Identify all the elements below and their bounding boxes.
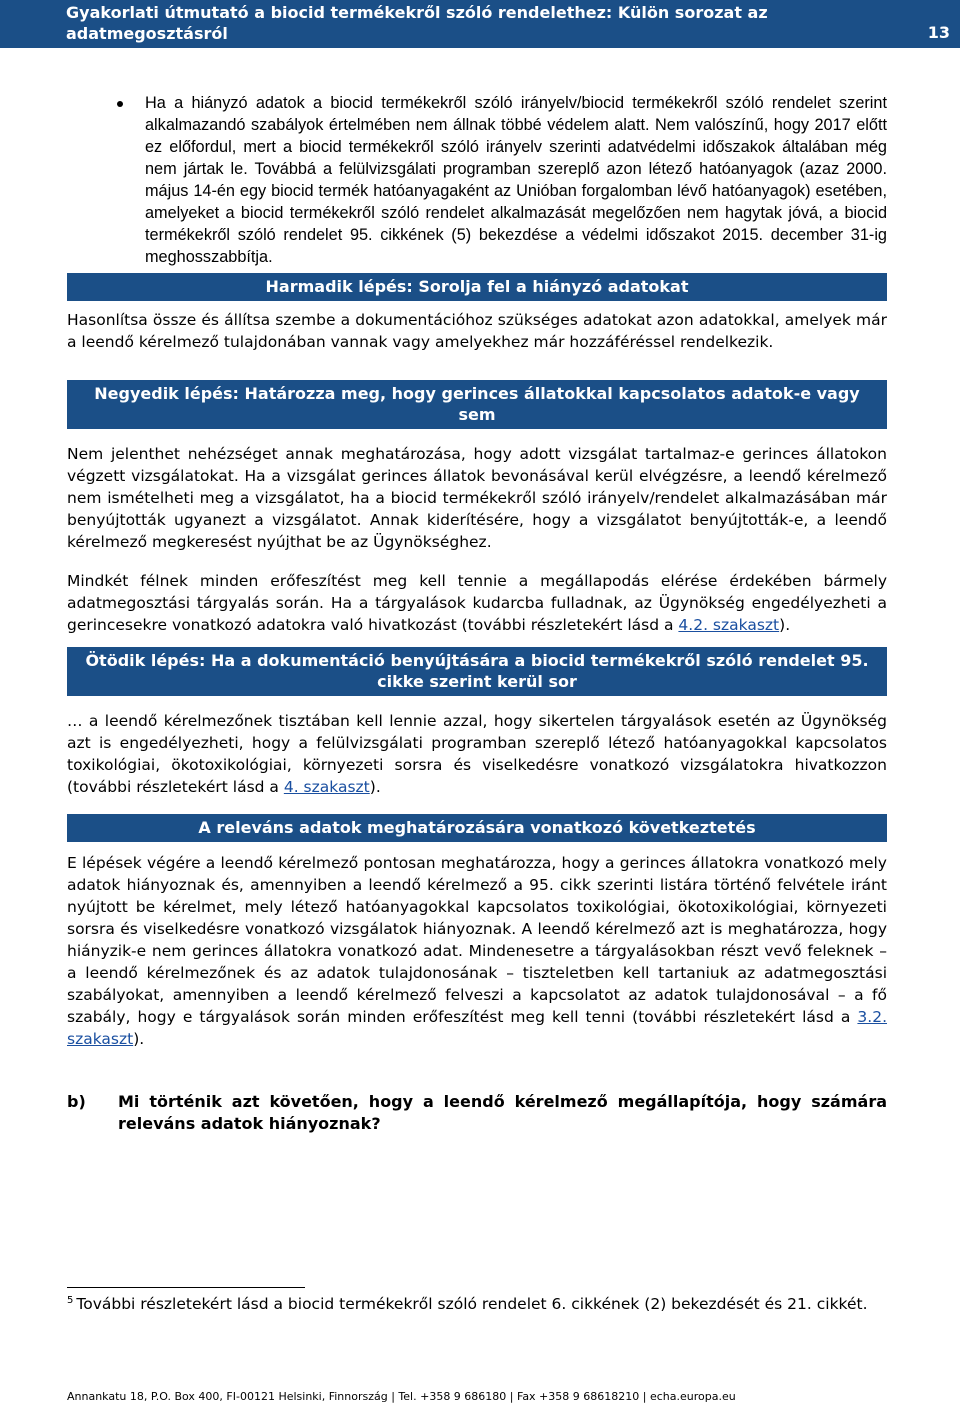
page-number: 13 bbox=[927, 23, 950, 42]
step4-paragraph-2: Mindkét félnek minden erőfeszítést meg kell tennie a megállapodás elérése érdekében bármely adatmegosztási tárgyalás során. Ha a tárgyalások kudarcba fulladnak, az Ügynökség engedélyezheti a gerincesekre vonatkozó adatokra való hivatkozást (további részletekért lásd a 4.2. szakaszt). bbox=[67, 572, 887, 634]
question-label: b) bbox=[67, 1092, 86, 1111]
step5-paragraph: … a leendő kérelmezőnek tisztában kell lennie azzal, hogy sikertelen tárgyalások esetén az Ügynökség azt is engedélyezheti, hogy a felülvizsgálati programban szereplő létező hatóanyagokkal kapcsolatos toxikológiai, ökotoxikológiai, környezeti sorsra és viselkedésre vonatkozó vizsgálatokra hivatkozzon (további részletekért lásd a 4. szakaszt). bbox=[67, 712, 887, 796]
question-text: Mi történik azt követően, hogy a leendő kérelmező megállapítója, hogy számára releváns adatok hiányoznak? bbox=[118, 1092, 887, 1133]
link-section-4-2[interactable]: 4.2. szakaszt bbox=[678, 616, 780, 634]
document-title: Gyakorlati útmutató a biocid termékekről szóló rendelethez: Külön sorozat az adatmegosztásról bbox=[66, 3, 768, 43]
footnote-text: További részletekért lásd a biocid termékekről szóló rendelet 6. cikkének (2) bekezdését és 21. cikkét. bbox=[76, 1295, 868, 1314]
bullet-item bbox=[67, 92, 887, 268]
step3-paragraph: Hasonlítsa össze és állítsa szembe a dokumentációhoz szükséges adatokat azon adatokkal, amelyek már a leendő kérelmező tulajdonában vannak vagy amelyekhez már hozzáféréssel rendelkezik. bbox=[67, 311, 887, 351]
bullet-icon bbox=[117, 101, 123, 107]
footnote-number: 5 bbox=[67, 1295, 74, 1306]
page-body bbox=[67, 92, 887, 1135]
bullet-text: Ha a hiányzó adatok a biocid termékekről szóló irányelv/biocid termékekről szóló rendelet szerint alkalmazandó szabályok értelmében nem állnak többé védelem alatt. Nem valószínű, hogy 2017 előtt ez előfordul, mert a biocid termékekről szóló irányelv szerinti adatvédelmi időszakok általában még nem jártak le. Továbbá a felülvizsgálati programban szereplő azon létező hatóanyagok (azaz 2000. május 14-én egy biocid termék hatóanyagaként az Unióban forgalomban lévő hatóanyagok) esetében, amelyeket a biocid termékekről szóló rendelet alkalmazását megelőzően nem hagytak jóvá, a biocid termékekről szóló rendelet 95. cikkének (5) bekezdése a védelmi időszakot 2015. december 31-ig meghosszabbítja. bbox=[145, 94, 887, 266]
footnote bbox=[67, 1290, 887, 1315]
step4-heading: Negyedik lépés: Határozza meg, hogy gerinces állatokkal kapcsolatos adatok-e vagy sem bbox=[67, 380, 887, 429]
link-section-4[interactable]: 4. szakaszt bbox=[283, 778, 370, 796]
step3-heading: Harmadik lépés: Sorolja fel a hiányzó adatokat bbox=[67, 273, 887, 301]
step4-paragraph-1: Nem jelenthet nehézséget annak meghatározása, hogy adott vizsgálat tartalmaz-e gerinces állatokon végzett vizsgálatokat. Ha a vizsgálat gerinces állatok bevonásával kerül elvégzésre, a leendő kérelmező nem ismételheti meg a vizsgálatot, ha a biocid termékekről szóló irányelv/rendelet alkalmazásában már benyújtották ugyanezt a vizsgálatot. Annak kiderítésére, hogy a vizsgálatot benyújtották-e, a leendő kérelmező megkeresést nyújthat be az Ügynökséghez. bbox=[67, 445, 887, 551]
conclusion-heading: A releváns adatok meghatározására vonatkozó következtetés bbox=[67, 814, 887, 842]
conclusion-paragraph: E lépések végére a leendő kérelmező pontosan meghatározza, hogy a gerinces állatokra vonatkozó mely adatok hiányoznak és, amennyiben a leendő kérelmező a 95. cikk szerinti listára történő felvétele iránt nyújtott be kérelmet, mely létező hatóanyagokkal kapcsolatos toxikológiai, ökotoxikológiai, környezeti sorsra és viselkedésre vonatkozó vizsgálatok hiányoznak. A leendő kérelmező azt is meghatározza, hogy hiányzik-e nem gerinces állatokra vonatkozó adat. Mindenesetre a tárgyalásokban részt vevő feleknek – a leendő kérelmezőnek és az adatok tulajdonosának – tiszteletben kell tartaniuk az adatmegosztási szabályokat, amennyiben a leendő kérelmező felveszi a kapcsolatot az adatok tulajdonosával – a fő szabály, hogy e tárgyalások során minden erőfeszítést meg kell tenni (további részletekért lásd a 3.2. szakaszt). bbox=[67, 854, 887, 1048]
page-header bbox=[0, 0, 960, 48]
page-footer: Annankatu 18, P.O. Box 400, FI-00121 Helsinki, Finnország | Tel. +358 9 686180 | Fax +358 9 68618210 | echa.europa.eu bbox=[67, 1390, 736, 1403]
link-section-3-2[interactable]: 3.2. szakaszt bbox=[67, 1008, 887, 1048]
question-b bbox=[67, 1091, 887, 1135]
footnote-divider bbox=[67, 1287, 305, 1288]
step5-heading: Ötödik lépés: Ha a dokumentáció benyújtására a biocid termékekről szóló rendelet 95. cikke szerint kerül sor bbox=[67, 647, 887, 696]
